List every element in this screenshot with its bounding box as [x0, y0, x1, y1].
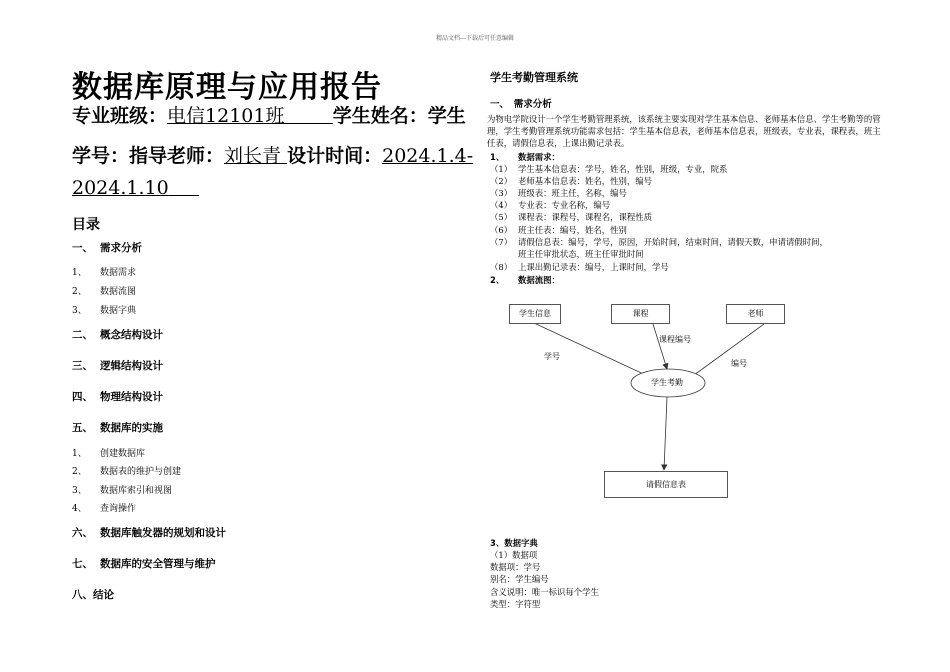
- dict-line-1: 数据项：学号: [490, 562, 541, 572]
- dict-line-3: 含义说明：唯一标识每个学生: [490, 587, 599, 597]
- req-item-5: （5） 课程表：课程号，课程名，课程性质: [490, 212, 652, 222]
- req-item-1: （1） 学生基本信息表：学号，姓名，性别，班级，专业，院系: [490, 164, 728, 174]
- req-item-3: （3） 班级表：班主任，名称，编号: [490, 188, 627, 198]
- req-item-2: （2） 老师基本信息表：姓名，性别，编号: [490, 176, 652, 186]
- edge-leave-arrow: [664, 397, 667, 470]
- toc-section-1[interactable]: 一、 需求分析: [72, 242, 142, 254]
- toc-sub-5-3[interactable]: 3、 数据库索引和视图: [72, 486, 173, 496]
- toc-sub-5-1[interactable]: 1、 创建数据库: [72, 449, 146, 459]
- toc-section-2[interactable]: 二、 概念结构设计: [72, 329, 163, 341]
- time-label: 设计时间：: [287, 145, 383, 167]
- flow-heading: 2、 数据流图：: [490, 275, 560, 285]
- toc-sub-1-2[interactable]: 2、 数据流图: [72, 287, 137, 297]
- req-item-4: （4） 专业表：专业名称，编号: [490, 200, 611, 210]
- system-title: 学生考勤管理系统: [490, 71, 578, 84]
- req-item-6: （6） 班主任表：编号，姓名，性别: [490, 225, 627, 235]
- box-teacher: 老师: [726, 304, 785, 324]
- req-item-7: （7） 请假信息表：编号，学号，原因，开始时间，结束时间，请假天数，申请请假时间，: [490, 237, 828, 247]
- ellipse-label: 学生考勤: [651, 378, 683, 387]
- advisor-value: 刘长青: [224, 145, 282, 167]
- dict-heading: 3、数据字典: [490, 538, 538, 548]
- section-requirements: 一、 需求分析: [490, 99, 552, 110]
- advisor-label: 指导老师：: [129, 145, 225, 167]
- req-item-8: （8） 上课出勤记录表：编号，上课时间，学号: [490, 262, 669, 272]
- student-label: 学生姓名：学生: [332, 105, 466, 127]
- toc-sub-1-1[interactable]: 1、 数据需求: [72, 268, 137, 278]
- toc-section-8[interactable]: 八、结论: [72, 589, 114, 601]
- toc-section-5[interactable]: 五、 数据库的实施: [72, 422, 163, 434]
- toc-title: 目录: [72, 217, 100, 233]
- edge-label-student-id: 学号: [544, 352, 560, 361]
- toc-sub-5-2[interactable]: 2、 数据表的维护与创建: [72, 467, 182, 477]
- major-value: 电信12101班: [167, 105, 285, 127]
- dict-line-2: 别名：学生编号: [490, 574, 549, 584]
- time-value-2: 2024.1.10: [72, 177, 169, 199]
- toc-sub-5-4[interactable]: 4、 查询操作: [72, 504, 137, 514]
- box-student-info: 学生信息: [509, 304, 561, 324]
- edge-course-arrow: [653, 324, 667, 369]
- major-label: 专业班级：: [72, 105, 168, 127]
- toc-section-4[interactable]: 四、 物理结构设计: [72, 391, 163, 403]
- edge-label-course-id: 课程编号: [659, 335, 691, 344]
- data-req-heading: 1、 数据需求：: [490, 152, 560, 162]
- toc-section-3[interactable]: 三、 逻辑结构设计: [72, 360, 163, 372]
- edge-teacher-arrow: [690, 324, 764, 378]
- toc-section-6[interactable]: 六、 数据库触发器的规划和设计: [72, 527, 226, 539]
- dict-subheading: （1）数据项: [490, 550, 538, 560]
- box-leave-table: 请假信息表: [604, 471, 728, 498]
- req-item-7-cont: 班主任审批状态，班主任审批时间: [518, 249, 644, 259]
- time-value-1: 2024.1.4-: [382, 145, 474, 167]
- box-course: 课程: [611, 304, 670, 324]
- toc-section-7[interactable]: 七、 数据库的安全管理与维护: [72, 558, 216, 570]
- dict-line-4: 类型：字符型: [490, 599, 541, 609]
- toc-sub-1-3[interactable]: 3、 数据字典: [72, 306, 137, 316]
- page-watermark: 精品文档---下载后可任意编辑: [435, 35, 515, 42]
- report-title: 数据库原理与应用报告: [72, 70, 382, 105]
- intro-paragraph: 为物电学院设计一个学生考勤管理系统，该系统主要实现对学生基本信息、老师基本信息、学生考勤等的管理，学生考勤管理系统功能需求包括：学生基本信息表，老师基本信息表，班级表，专业表，课程表，班主任表，请假信息表，上课出勤记录表。: [487, 114, 881, 148]
- edge-label-teacher-id: 编号: [731, 359, 747, 368]
- id-label: 学号：: [72, 145, 130, 167]
